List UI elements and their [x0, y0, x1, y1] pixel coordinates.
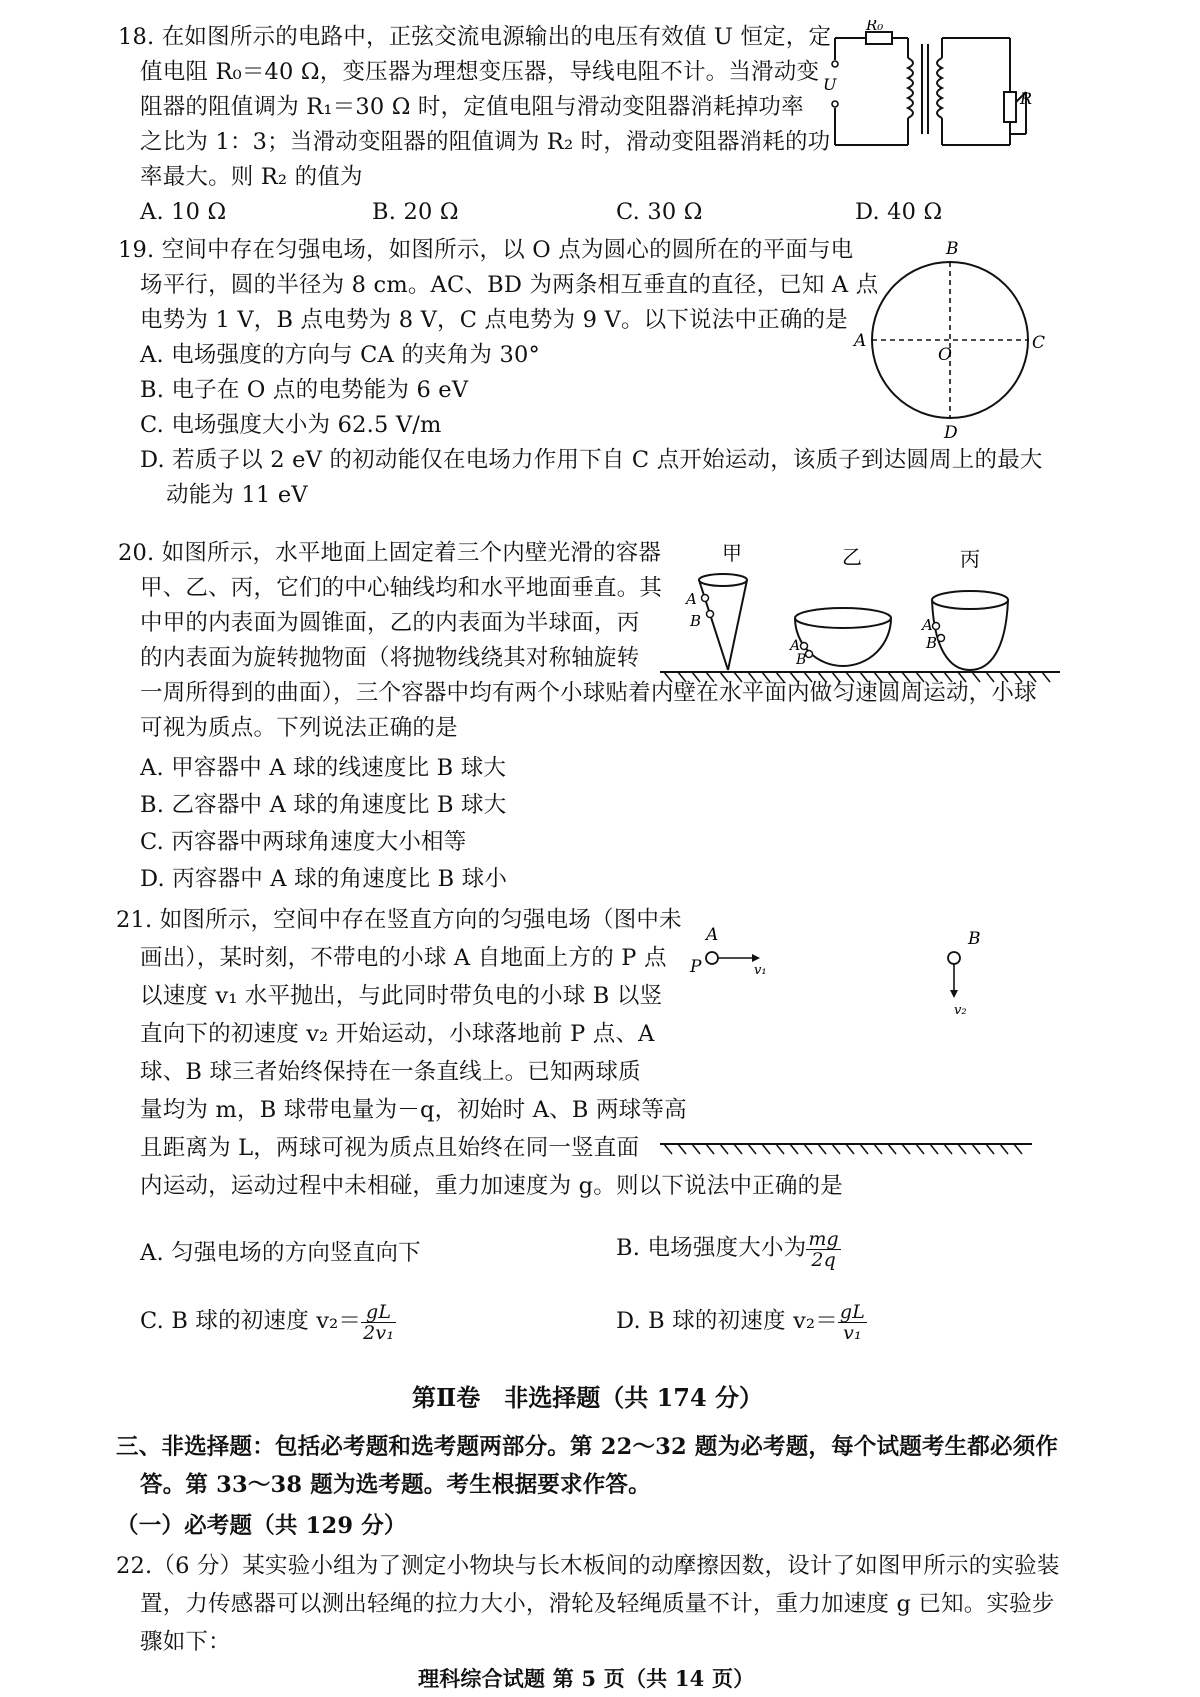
q21-option-c-text: C. B 球的初速度 v₂＝ [140, 1308, 362, 1334]
q18-line-3: 阻器的阻值调为 R₁＝30 Ω 时，定值电阻与滑动变阻器消耗掉功率 [140, 94, 804, 120]
q19-option-d-cont: 动能为 11 eV [166, 482, 308, 508]
q21-fig-label-v1: v₁ [754, 963, 767, 978]
q18-option-c: C. 30 Ω [616, 199, 703, 225]
q22-line-2: 置，力传感器可以测出轻绳的拉力大小，滑轮及轻绳质量不计，重力加速度 g 已知。实验步 [140, 1591, 1055, 1617]
q18-option-b: B. 20 Ω [372, 199, 459, 225]
q18-line-2: 值电阻 R₀＝40 Ω，变压器为理想变压器，导线电阻不计。当滑动变 [140, 59, 820, 85]
q19-fig-label-b: B [946, 239, 959, 259]
q18-fig-label-u: U [823, 75, 837, 94]
q20-option-c: C. 丙容器中两球角速度大小相等 [140, 829, 467, 855]
q21-option-b-denominator: 2q [811, 1248, 836, 1271]
q18-line-5: 率最大。则 R₂ 的值为 [140, 164, 363, 190]
q20-fig-label-yi: 乙 [842, 545, 862, 569]
q19-fig-label-c: C [1032, 333, 1046, 353]
q19-option-a: A. 电场强度的方向与 CA 的夹角为 30° [140, 342, 540, 368]
q22-line-3: 骤如下： [140, 1629, 231, 1655]
q19-line-1: 19. 空间中存在匀强电场，如图所示，以 O 点为圆心的圆所在的平面与电 [118, 237, 854, 263]
q19-line-2: 场平行，圆的半径为 8 cm。AC、BD 为两条相互垂直的直径，已知 A 点 [140, 272, 879, 298]
q21-line-2: 画出），某时刻，不带电的小球 A 自地面上方的 P 点 [140, 945, 667, 971]
part-3-intro-line-2: 答。第 33～38 题为选考题。考生根据要求作答。 [140, 1472, 651, 1498]
q20-fig-label-a-yi: A [790, 638, 801, 654]
q21-fig-label-a: A [706, 925, 719, 945]
q19-fig-label-d: D [944, 423, 958, 443]
q20-option-d: D. 丙容器中 A 球的角速度比 B 球小 [140, 866, 508, 892]
q21-option-c [140, 1298, 396, 1344]
q20-fig-label-jia: 甲 [722, 541, 742, 565]
q18-fig-label-r0: R₀ [866, 20, 884, 34]
required-section-title: （一）必考题（共 129 分） [116, 1513, 407, 1539]
q20-fig-label-b-bing: B [926, 634, 938, 652]
q20-line-6: 可视为质点。下列说法正确的是 [140, 715, 458, 741]
q21-option-b-numerator: mg [808, 1227, 839, 1250]
q19-option-d: D. 若质子以 2 eV 的初动能仅在电场力作用下自 C 点开始运动，该质子到达圆周上的最大 [140, 447, 1043, 473]
q21-line-6: 量均为 m，B 球带电量为－q，初始时 A、B 两球等高 [140, 1097, 687, 1123]
q21-line-4: 直向下的初速度 v₂ 开始运动，小球落地前 P 点、A [140, 1021, 655, 1047]
q21-motion-diagram [660, 920, 1040, 1160]
q21-option-a: A. 匀强电场的方向竖直向下 [140, 1240, 421, 1266]
q21-line-5: 球、B 球三者始终保持在一条直线上。已知两球质 [140, 1059, 641, 1085]
q21-option-b [616, 1225, 841, 1271]
q20-fig-label-b-jia: B [690, 612, 702, 630]
q20-line-3: 中甲的内表面为圆锥面，乙的内表面为半球面，丙 [140, 610, 640, 636]
q18-option-a: A. 10 Ω [140, 199, 227, 225]
q19-line-3: 电势为 1 V，B 点电势为 8 V，C 点电势为 9 V。以下说法中正确的是 [140, 307, 848, 333]
q19-fig-label-a: A [854, 331, 867, 351]
page-footer: 理科综合试题 第 5 页（共 14 页） [418, 1666, 755, 1691]
q20-line-1: 20. 如图所示，水平地面上固定着三个内壁光滑的容器 [118, 540, 662, 566]
q20-fig-label-a-bing: A [922, 616, 933, 634]
q21-option-b-text: B. 电场强度大小为 [616, 1235, 807, 1261]
q20-fig-label-b-yi: B [796, 652, 807, 668]
q20-fig-label-bing: 丙 [960, 547, 980, 571]
q20-line-5: 一周所得到的曲面），三个容器中均有两个小球贴着内壁在水平面内做匀速圆周运动，小球 [140, 680, 1037, 706]
q20-option-a: A. 甲容器中 A 球的线速度比 B 球大 [140, 755, 507, 781]
q21-line-8: 内运动，运动过程中未相碰，重力加速度为 g。则以下说法中正确的是 [140, 1173, 843, 1199]
q18-circuit-diagram [820, 20, 1040, 160]
q21-line-1: 21. 如图所示，空间中存在竖直方向的匀强电场（图中未 [116, 907, 682, 933]
q21-option-d-numerator: gL [839, 1300, 866, 1323]
q20-containers-diagram [660, 540, 1060, 690]
q19-option-c: C. 电场强度大小为 62.5 V/m [140, 412, 442, 438]
q20-line-2: 甲、乙、丙，它们的中心轴线均和水平地面垂直。其 [140, 575, 663, 601]
q22-line-1: 22.（6 分）某实验小组为了测定小物块与长木板间的动摩擦因数，设计了如图甲所示的实验装 [116, 1553, 1060, 1579]
q18-line-1: 18. 在如图所示的电路中，正弦交流电源输出的电压有效值 U 恒定，定 [118, 24, 832, 50]
q19-option-b: B. 电子在 O 点的电势能为 6 eV [140, 377, 469, 403]
q21-fig-label-b: B [968, 929, 981, 949]
q20-fig-label-a-jia: A [686, 590, 697, 608]
part-2-title: 第Ⅱ卷 非选择题（共 174 分） [412, 1383, 764, 1412]
q21-option-c-numerator: gL [361, 1302, 396, 1323]
q18-option-d: D. 40 Ω [855, 199, 943, 225]
q21-line-3: 以速度 v₁ 水平抛出，与此同时带负电的小球 B 以竖 [140, 983, 663, 1009]
q21-fig-label-v2: v₂ [954, 1003, 967, 1018]
q21-option-d-text: D. B 球的初速度 v₂＝ [616, 1308, 838, 1334]
q20-option-b: B. 乙容器中 A 球的角速度比 B 球大 [140, 792, 507, 818]
part-3-intro-line-1: 三、非选择题：包括必考题和选考题两部分。第 22～32 题为必考题，每个试题考生都必须作 [116, 1434, 1059, 1460]
q21-fig-label-p: P [690, 957, 702, 977]
q21-option-d [616, 1298, 867, 1344]
q18-fig-label-r: R [1020, 89, 1033, 108]
q19-fig-label-o: O [938, 345, 952, 365]
q21-option-d-denominator: v₁ [843, 1321, 862, 1344]
q21-option-c-denominator: 2v₁ [363, 1321, 395, 1344]
q20-line-4: 的内表面为旋转抛物面（将抛物线绕其对称轴旋转 [140, 645, 640, 671]
q21-line-7: 且距离为 L，两球可视为质点且始终在同一竖直面 [140, 1135, 640, 1161]
q18-line-4: 之比为 1：3；当滑动变阻器的阻值调为 R₂ 时，滑动变阻器消耗的功 [140, 129, 831, 155]
q19-circle-diagram [848, 238, 1068, 448]
